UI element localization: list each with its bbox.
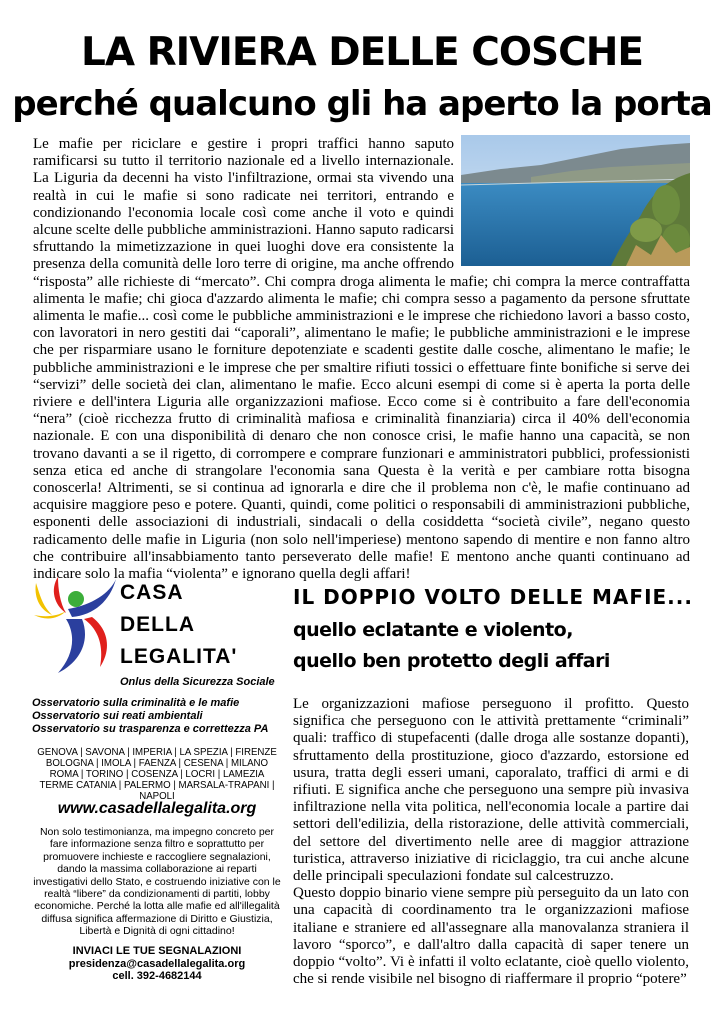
logo-wordmark <box>120 577 237 673</box>
page-subtitle: perché qualcuno gli ha aperto la porta <box>12 84 712 124</box>
contact-email[interactable]: presidenza@casadellalegalita.org <box>68 957 246 970</box>
logo-line-legalita: LEGALITA' <box>120 645 238 668</box>
intro-article-text: Le mafie per riciclare e gestire i propri traffici hanno saputo ramificarsi su tutto il territorio nazionale ed a livello internazionale. La Liguria da decenni ha visto l'infiltrazione, ormai sta vivendo una realtà in cui le mafie si sono radicate nei territori, entrando e condizionando l'economia locale così come anche il voto e quindi alcune scelte delle pubbliche amministrazioni. Hanno saputo radicarsi sfruttando la mimetizzazione in quei luoghi dove era consistente la presenza della comunità delle loro terre di origine, ma anche offrendo “risposta” alle richieste di “mercato”. Chi compra droga alimenta le mafie; chi compra la merce contraffatta alimenta le mafie; chi gioca d'azzardo alimenta le mafie; chi compra sesso a pagamento da persone sfruttate alimenta le mafie... così come le pubbliche amministrazioni e le imprese che richiedono lavori a basso costo, con lavoratori in nero gestiti dai “caporali”, alimentano le mafie; le pubbliche amministrazioni e le imprese che per risparmiare usano le forniture depotenziate e scadenti gestite dalle cosche, alimentano le mafie; le pubbliche amministrazioni e le imprese che per smaltire rifiuti tossici o effettuare finte bonifiche si serve dei “servizi” delle società dei clan, alimentano le mafie. Ecco alcuni esempi di come si è aperta la porta delle riviere e dell'intera Liguria alle organizzazioni mafiose. Ecco come si è contribuito a fare dell'economia “nera” (cioè ricchezza frutto di criminalità mafiosa e criminalità finanziaria) circa il 40% dell'economia nazionale. E con una disponibilità di denaro che non conosce crisi, le mafie hanno una capacità, se non trovano davanti a se il rigetto, di corrompere e comprare funzionari e amministratori pubblici, professionisti senza etica ed anche di strangolare l'economia sana Questa è la verità e per cambiare rotta bisogna conoscerla! Altrimenti, se si continua ad ignorarla e dire che il problema non c'è, le mafie continuano ad acquisire maggiore peso e potere. Quanti, quindi, come politici o responsabili di amministrazioni pubbliche, esponenti delle associazioni di industriali, sindacali o della cosiddetta “società civile”, negano questo radicamento delle mafie in Liguria (non solo nell'imperiese) mentono sapendo di mentire e non fanno altro che contribuire all'insabbiamento tanto perseverato delle mafie! E mentono anche quanti continuano ad indicare solo la mafia “violenta” e ignorano quella degli affari! <box>33 136 690 583</box>
observatory-item: Osservatorio sulla criminalità e le mafie <box>32 697 240 709</box>
cities-list: GENOVA | SAVONA | IMPERIA | LA SPEZIA | FIRENZE BOLOGNA | IMOLA | FAENZA | CESENA | MILANO ROMA | TORINO | COSENZA | LOCRI | LAMEZIA TERME CATANIA | PALERMO | MARSALA-TRAPANI | NAPOLI <box>37 747 277 802</box>
section-heading: IL DOPPIO VOLTO DELLE MAFIE... <box>293 585 693 609</box>
intro-article <box>33 136 690 583</box>
article-paragraph: Questo doppio binario viene sempre più perseguito da un lato con una capacità di coordinamento tra le organizzazioni mafiose italiane e straniere ed all'assegnare alla manovalanza straniera il lavoro “sporco”, e dall'altro dalla capacità di saper tenere un doppio “volto”. Vi è infatti il volto eclatante, cioè quello violento, che si rende visibile nel bisogno di riaffermare il proprio “potere” <box>293 885 689 988</box>
doppio-volto-article <box>293 696 689 988</box>
logo-line-casa: CASA <box>120 581 184 604</box>
logo-line-della: DELLA <box>120 613 195 636</box>
page-title: LA RIVIERA DELLE COSCHE <box>81 30 643 75</box>
article-paragraph: Le organizzazioni mafiose perseguono il profitto. Questo significa che perseguono con le attività prettamente “criminali” quali: traffico di stupefacenti (dalle droga alle sostanze dopanti), sfruttamento della prostituzione, gioco d'azzardo, estorsione ed usura, tratta degli esseri umani, caporalato, traffici di armi e di rifiuti. E significa anche che perseguono una sempre più invasiva infiltrazione nella vita politica, nell'economia locale a partire dai settori dell'edilizia, della ristorazione, delle attività commerciali, del settore del divertimento nelle aree di maggior attrazione turistica, attraverso iniziative di riciclaggio, tra cui anche alcune delle principali speculazioni fondate sul calcestruzzo. <box>293 696 689 885</box>
section-subheading-2: quello ben protetto degli affari <box>293 650 610 672</box>
observatory-item: Osservatorio su trasparenza e correttezza PA <box>32 723 269 735</box>
contact-phone: cell. 392-4682144 <box>112 970 202 982</box>
website-link[interactable]: www.casadellalegalita.org <box>57 800 257 817</box>
casa-legalita-logo <box>32 575 118 675</box>
logo-tagline: Onlus della Sicurezza Sociale <box>120 676 275 688</box>
section-subheading-1: quello eclatante e violento, <box>293 619 573 641</box>
observatory-item: Osservatorio sui reati ambientali <box>32 710 203 722</box>
observatories-list <box>32 697 282 736</box>
contacts-heading: INVIACI LE TUE SEGNALAZIONI <box>72 945 242 957</box>
contacts-block <box>32 945 282 983</box>
mission-statement: Non solo testimonianza, ma impegno concreto per fare informazione senza filtro e soprattutto per promuovere inchieste e raccogliere segnalazioni, dando la massima collaborazione ai reparti investigativi dello Stato, e costruendo iniziative con le realtà “libere” da condizionamenti di partiti, lobby economiche. Perché la lotta alle mafie ed all'illegalità diffusa significa affermazione di Diritto e Giustizia, Libertà e Dignità di ogni cittadino! <box>33 826 281 938</box>
